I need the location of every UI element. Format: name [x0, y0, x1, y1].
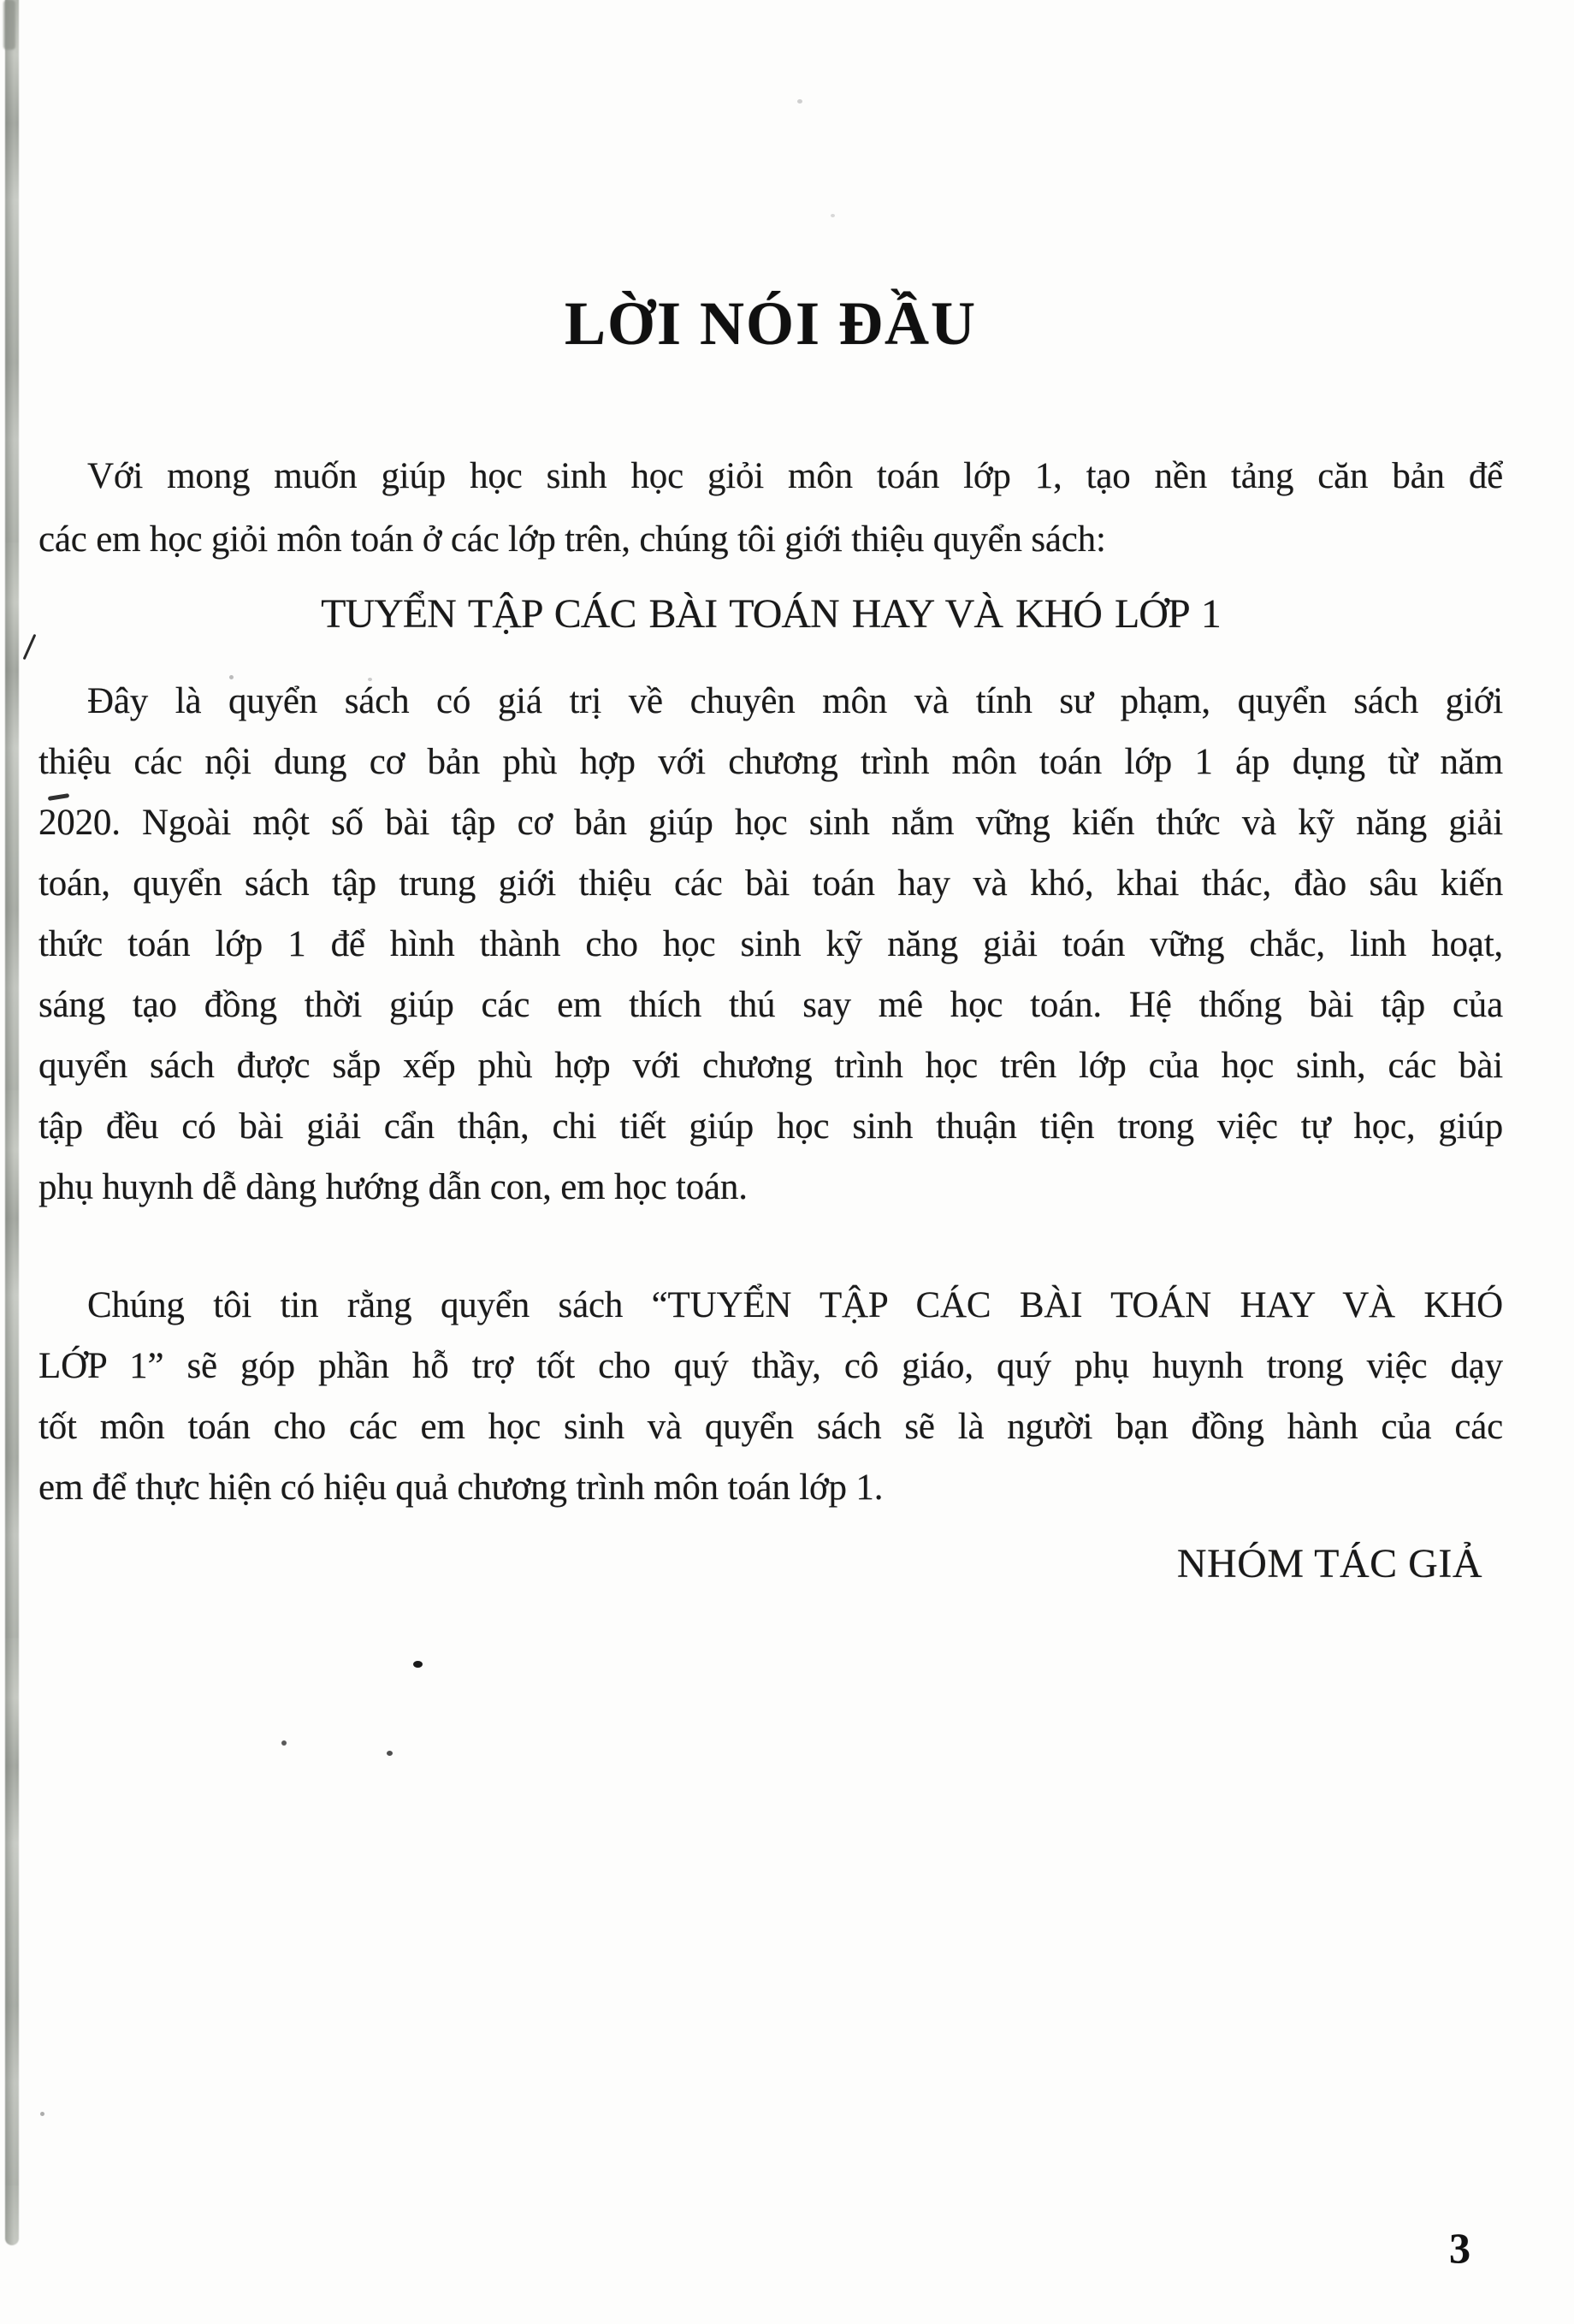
scan-edge-artifact	[5, 0, 19, 2245]
text-line: Chúng tôi tin rằng quyển sách “TUYỂN TẬP CÁC BÀI TOÁN HAY VÀ KHÓ	[87, 1285, 1503, 1325]
text-line: tốt môn toán cho các em học sinh và quyển sách sẽ là người bạn đồng hành của các	[38, 1407, 1503, 1447]
text-line: Với mong muốn giúp học sinh học giỏi môn toán lớp 1, tạo nền tảng căn bản để	[87, 456, 1503, 496]
text-line: tập đều có bài giải cẩn thận, chi tiết giúp học sinh thuận tiện trong việc tự học, giúp	[38, 1106, 1503, 1147]
paragraph	[38, 1275, 1503, 1518]
paragraph	[38, 445, 1503, 572]
text-line: 2020. Ngoài một số bài tập cơ bản giúp học sinh nắm vững kiến thức và kỹ năng giải	[38, 803, 1503, 843]
text-block	[38, 0, 1503, 2324]
text-line: sáng tạo đồng thời giúp các em thích thú say mê học toán. Hệ thống bài tập của	[38, 985, 1503, 1025]
page-number: 3	[1449, 2224, 1470, 2272]
text-line: toán, quyển sách tập trung giới thiệu các bài toán hay và khó, khai thác, đào sâu kiến	[38, 863, 1503, 904]
text-line: LỚP 1” sẽ góp phần hỗ trợ tốt cho quý thầy, cô giáo, quý phụ huynh trong việc dạy	[38, 1346, 1503, 1386]
author-signature: NHÓM TÁC GIẢ	[1176, 1541, 1482, 1586]
text-line: quyển sách được sắp xếp phù hợp với chương trình học trên lớp của học sinh, các bài	[38, 1046, 1503, 1086]
text-line: em để thực hiện có hiệu quả chương trình môn toán lớp 1.	[38, 1467, 884, 1508]
stray-pen-mark	[23, 634, 37, 660]
paragraph	[38, 671, 1503, 1218]
page-title: LỜI NÓI ĐẦU	[564, 289, 978, 358]
scan-edge-blotch	[3, 0, 15, 50]
text-line: phụ huynh dễ dàng hướng dẫn con, em học toán.	[38, 1167, 748, 1207]
text-line: thiệu các nội dung cơ bản phù hợp với chương trình môn toán lớp 1 áp dụng từ năm	[38, 742, 1503, 782]
text-line: Đây là quyển sách có giá trị về chuyên môn và tính sư phạm, quyển sách giới	[87, 681, 1503, 721]
book-title-line: TUYỂN TẬP CÁC BÀI TOÁN HAY VÀ KHÓ LỚP 1	[321, 591, 1221, 637]
text-line: các em học giỏi môn toán ở các lớp trên, chúng tôi giới thiệu quyển sách:	[38, 519, 1106, 560]
text-line: thức toán lớp 1 để hình thành cho học sinh kỹ năng giải toán vững chắc, linh hoạt,	[38, 924, 1503, 964]
